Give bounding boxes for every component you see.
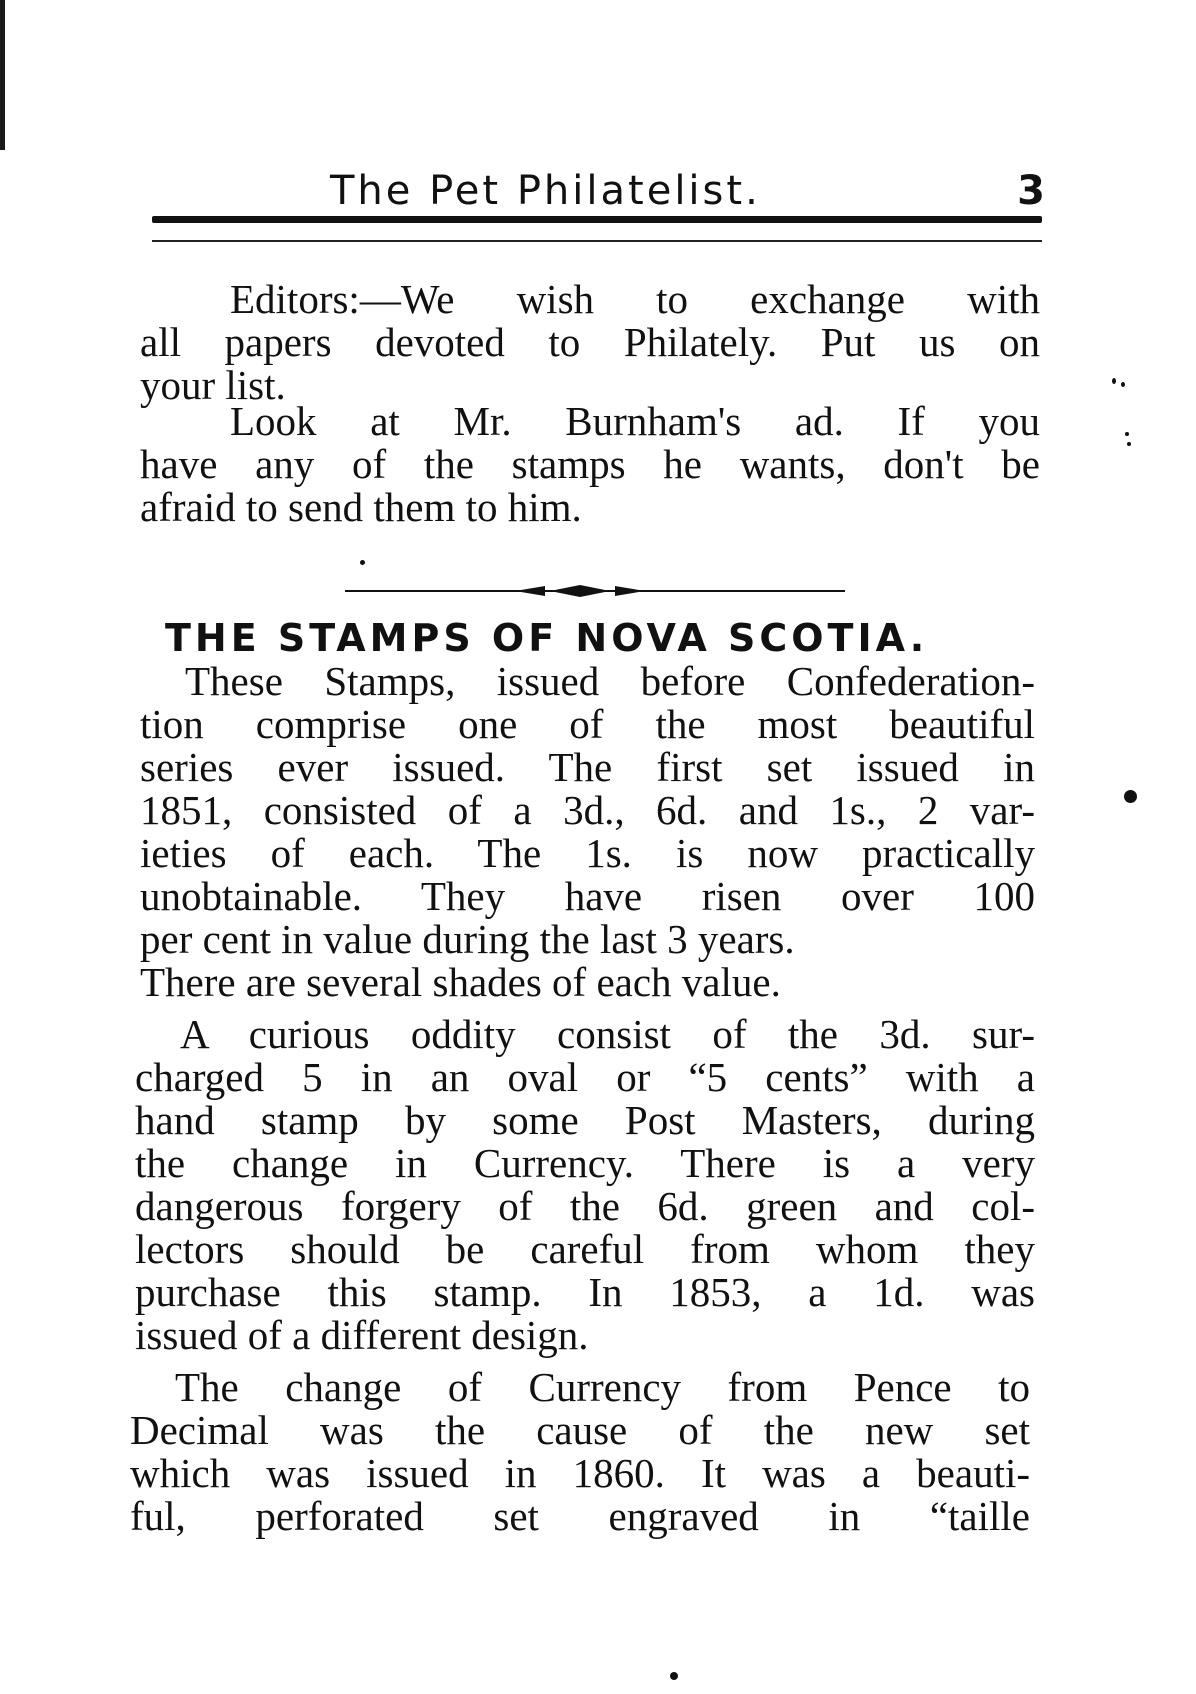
p1-line-2: tion comprise one of the most beautiful bbox=[140, 701, 1035, 747]
article-paragraph-3 bbox=[130, 1366, 1030, 1538]
p3-line-4: ful, perforated set engraved in “taille bbox=[130, 1493, 1030, 1539]
page-number: 3 bbox=[1017, 168, 1045, 214]
ink-speck bbox=[1127, 442, 1131, 446]
header-rule-thin bbox=[152, 240, 1042, 242]
exchange-notice bbox=[140, 278, 1040, 407]
article-paragraph-1 bbox=[140, 660, 1035, 1004]
p2-line-3: hand stamp by some Post Masters, during bbox=[135, 1097, 1035, 1143]
p2-line-7: purchase this stamp. In 1853, a 1d. was bbox=[135, 1269, 1035, 1315]
ink-speck bbox=[1124, 790, 1137, 803]
p2-line-6: lectors should be careful from whom they bbox=[135, 1226, 1035, 1272]
p1-line-7: per cent in value during the last 3 years. bbox=[140, 916, 795, 962]
p1-line-4: 1851, consisted of a 3d., 6d. and 1s., 2 var- bbox=[140, 787, 1035, 833]
exchange-line-3: your list. bbox=[140, 362, 286, 408]
exchange-line-2: all papers devoted to Philately. Put us on bbox=[140, 319, 1040, 365]
burnham-line-3: afraid to send them to him. bbox=[140, 484, 582, 530]
p1-line-5: ieties of each. The 1s. is now practically bbox=[140, 830, 1035, 876]
exchange-line-1: Editors:—We wish to exchange with bbox=[230, 276, 1040, 322]
burnham-line-2: have any of the stamps he wants, don't be bbox=[140, 441, 1040, 487]
p3-line-2: Decimal was the cause of the new set bbox=[130, 1407, 1030, 1453]
p1-line-3: series ever issued. The first set issued in bbox=[140, 744, 1035, 790]
p2-line-8: issued of a different design. bbox=[135, 1312, 589, 1358]
ink-speck bbox=[360, 560, 365, 565]
ink-speck bbox=[670, 1672, 678, 1680]
page-edge-mark bbox=[0, 0, 5, 150]
burnham-notice bbox=[140, 400, 1040, 529]
p3-line-1: The change of Currency from Pence to bbox=[175, 1364, 1030, 1410]
p2-line-2: charged 5 in an oval or “5 cents” with a bbox=[135, 1054, 1035, 1100]
p2-line-5: dangerous forgery of the 6d. green and col- bbox=[135, 1183, 1035, 1229]
header-rule-thick bbox=[152, 216, 1042, 223]
p3-line-3: which was issued in 1860. It was a beauti- bbox=[130, 1450, 1030, 1496]
p1-line-6: unobtainable. They have risen over 100 bbox=[140, 873, 1035, 919]
burnham-line-1: Look at Mr. Burnham's ad. If you bbox=[230, 398, 1040, 444]
p2-line-1: A curious oddity consist of the 3d. sur- bbox=[180, 1011, 1035, 1057]
p1-line-8: There are several shades of each value. bbox=[140, 959, 781, 1005]
p2-line-4: the change in Currency. There is a very bbox=[135, 1140, 1035, 1186]
article-title: THE STAMPS OF NOVA SCOTIA. bbox=[165, 616, 929, 660]
ink-speck bbox=[1112, 378, 1116, 384]
section-divider-ornament bbox=[345, 584, 845, 598]
article-paragraph-2 bbox=[135, 1013, 1035, 1357]
ink-speck bbox=[1121, 382, 1125, 387]
p1-line-1: These Stamps, issued before Confederation- bbox=[185, 658, 1035, 704]
page-header bbox=[150, 168, 1045, 214]
running-title: The Pet Philatelist. bbox=[330, 168, 761, 214]
ink-speck bbox=[1125, 432, 1129, 436]
